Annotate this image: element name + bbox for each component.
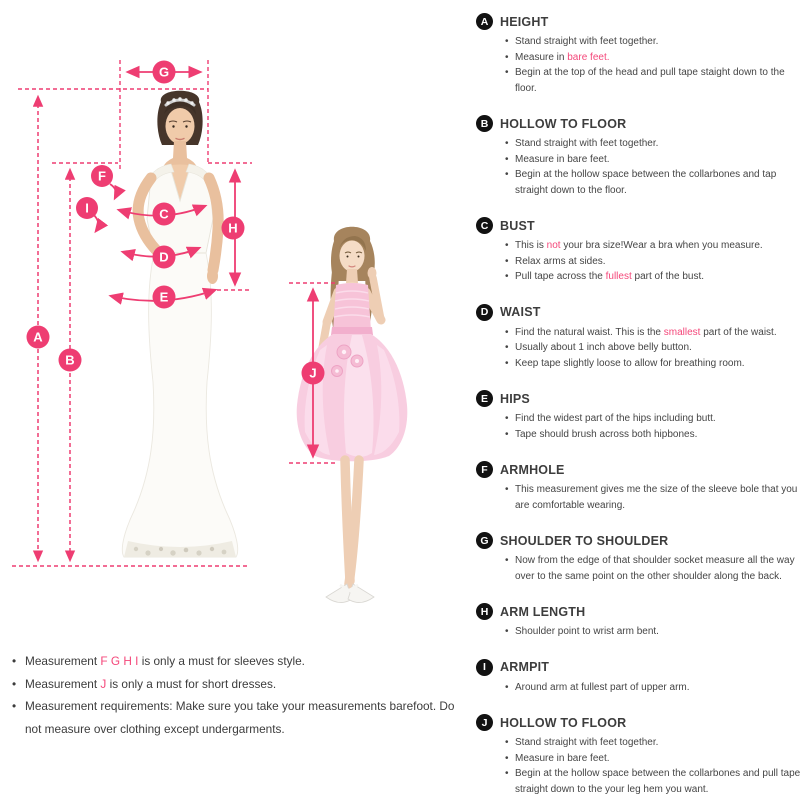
text-segment: Keep tape slightly loose to allow for breathing room. [515,357,745,369]
section-header [476,390,800,407]
text-segment: part of the waist. [700,326,777,338]
bullet-item [505,136,800,152]
text-segment: Tape should brush across both hipbones. [515,428,698,440]
marker-b [59,349,82,372]
letter-badge: G [476,532,493,549]
section-header [476,217,800,234]
section-title: BUST [500,218,535,233]
bullet-item [505,553,800,584]
text-segment: part of the bust. [631,271,704,282]
section-bullets [505,680,800,696]
marker-j [302,362,325,385]
text-segment: Begin at the hollow space between the collarbones and tap straight down to the floor. [515,169,777,196]
section-bullets [505,411,800,442]
letter-badge: B [476,115,493,132]
notes [12,650,464,740]
svg-text:I: I [85,200,89,216]
letter-badge: J [476,714,493,731]
section-header [476,714,800,731]
measure-section-d [476,304,800,372]
marker-f [91,165,113,187]
text-segment: Relax arms at sides. [515,255,606,267]
svg-text:E: E [159,289,169,305]
section-title: HOLLOW TO FLOOR [500,116,627,131]
section-title: SHOULDER TO SHOULDER [500,533,669,548]
text-segment: Measurement [25,676,101,691]
text-segment: Usually about 1 inch above belly button. [515,342,692,353]
section-title: ARM LENGTH [500,604,586,619]
note-item [12,673,464,696]
bullet-item [505,65,800,96]
section-header [476,115,800,132]
marker-a [27,326,50,349]
marker-e [153,286,176,309]
section-bullets [505,34,800,96]
svg-text:G: G [158,64,170,80]
text-segment: Pull tape across the [515,271,606,282]
section-title: HOLLOW TO FLOOR [500,715,627,730]
text-segment: Find the natural waist. This is the [515,326,664,338]
bullet-item [505,325,800,341]
measure-section-b [476,115,800,198]
measurement-figure [0,0,470,650]
measure-section-a [476,13,800,96]
section-bullets [505,238,800,285]
letter-badge: I [476,659,493,676]
bride-figure [122,91,237,557]
section-bullets [505,325,800,372]
text-segment: Shoulder point to wrist arm bent. [515,626,659,637]
highlighted-text: bare feet. [567,51,610,63]
section-header [476,461,800,478]
figure-svg [0,0,470,650]
marker-i [76,197,98,219]
text-segment: Measure in [515,51,568,63]
sections-column [476,13,800,800]
bullet-item [505,735,800,751]
measure-section-i [476,659,800,696]
text-segment: Now from the edge of that shoulder socket measure all the way over to the same point on the other shoulder along the back. [515,555,795,582]
letter-badge: C [476,217,493,234]
bullet-item [505,254,800,270]
letter-badge: E [476,390,493,407]
section-title: HEIGHT [500,14,549,29]
text-segment: your bra size!Wear a bra when you measure. [560,240,763,251]
section-bullets [505,482,800,513]
svg-text:A: A [33,329,43,345]
shoe [326,584,352,603]
section-bullets [505,553,800,584]
highlighted-text: fullest [605,271,632,282]
letter-badge: H [476,603,493,620]
section-bullets [505,136,800,198]
bullet-item [505,152,800,168]
section-header [476,659,800,676]
bullet-item [505,34,800,50]
letter-badge: D [476,304,493,321]
highlighted-text: F G H I [100,654,139,668]
svg-text:H: H [228,220,238,236]
section-header [476,603,800,620]
note-item [12,695,464,740]
section-header [476,532,800,549]
model-leg [349,460,359,584]
text-segment: is only a must for sleeves style. [138,654,305,668]
svg-text:B: B [65,352,75,368]
section-title: ARMPIT [500,660,550,674]
text-segment: Stand straight with feet together. [515,737,659,748]
bullet-item [505,766,800,797]
text-segment: Find the widest part of the hips including butt. [515,413,716,424]
section-title: WAIST [500,305,541,319]
measure-section-e [476,390,800,442]
text-segment: Measure in bare feet. [515,153,610,165]
measure-section-f [476,461,800,513]
note-item [12,650,464,673]
svg-text:J: J [309,365,317,381]
arrow-armhole [110,184,116,198]
text-segment: This is [515,240,547,251]
bullet-item [505,238,800,254]
bullet-item [505,482,800,513]
marker-h [222,217,245,240]
bullet-item [505,356,800,372]
measure-section-c [476,217,800,285]
text-segment: Stand straight with feet together. [515,138,659,149]
measure-section-g [476,532,800,584]
section-title: ARMHOLE [500,462,565,477]
highlighted-text: J [100,676,107,691]
measure-section-h [476,603,800,640]
marker-c [153,203,176,226]
bullet-item [505,340,800,356]
section-bullets [505,624,800,640]
section-bullets [505,735,800,797]
section-header [476,13,800,30]
marker-g [153,61,176,84]
highlighted-text: not [546,240,561,251]
bullet-item [505,751,800,767]
text-segment: Begin at the top of the head and pull tape staight down to the floor. [515,67,785,94]
svg-text:F: F [98,168,106,184]
svg-text:D: D [159,249,169,265]
text-segment: Stand straight with feet together. [515,36,659,47]
section-header [476,304,800,321]
bullet-item [505,50,800,66]
text-segment: is only a must for short dresses. [106,676,277,691]
bullet-item [505,680,800,696]
letter-badge: F [476,461,493,478]
bullet-item [505,624,800,640]
highlighted-text: smallest [663,326,701,338]
text-segment: Around arm at fullest part of upper arm. [515,681,690,693]
bullet-item [505,411,800,427]
marker-d [153,246,176,269]
text-segment: Begin at the hollow space between the collarbones and pull tape straight down to the your leg hem you want. [515,768,800,795]
letter-badge: A [476,13,493,30]
svg-text:C: C [159,206,169,222]
text-segment: Measurement [25,654,101,668]
text-segment: Measurement requirements: Make sure you take your measurements barefoot. Do not measure over clothing except undergarments. [25,699,455,736]
measure-section-j [476,714,800,797]
section-title: HIPS [500,391,530,406]
text-segment: This measurement gives me the size of the sleeve bole that you are comfortable wearing. [515,484,798,511]
bullet-item [505,167,800,198]
text-segment: Measure in bare feet. [515,752,610,764]
bullet-item [505,269,800,285]
bullet-item [505,427,800,443]
